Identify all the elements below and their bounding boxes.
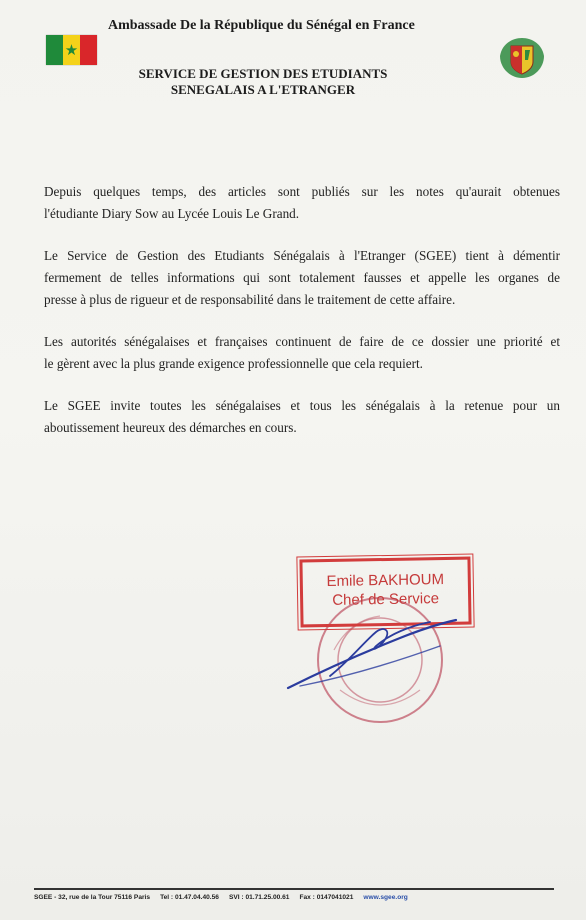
paragraph-2 — [44, 245, 560, 311]
text-line: fermement de telles informations qui sont totalement fausses et appelle les organes de — [44, 270, 560, 285]
text-line: Les autorités sénégalaises et françaises continuent de faire de ce dossier une priorité et — [44, 334, 560, 349]
paragraph-3 — [44, 331, 560, 375]
text-line: Le SGEE invite toutes les sénégalaises et tous les sénégalais à la retenue pour un — [44, 398, 560, 413]
signatory-title: Chef de Service — [332, 590, 440, 609]
senegal-flag-icon — [46, 35, 97, 65]
service-heading-line-1: SERVICE DE GESTION DES ETUDIANTS — [138, 66, 388, 81]
flag-star-icon: ★ — [64, 41, 79, 59]
footer-fax: Fax : 0147041021 — [299, 894, 354, 901]
paragraph-4 — [44, 395, 560, 439]
flag-band-yellow — [63, 35, 80, 65]
text-line: Depuis quelques temps, des articles sont publiés sur les notes qu'aurait obtenues — [44, 184, 560, 199]
service-heading — [110, 66, 416, 98]
text-line: Le Service de Gestion des Etudiants Sénégalais à l'Etranger (SGEE) tient à démentir — [44, 248, 560, 263]
signatory-name: Emile BAKHOUM — [326, 570, 445, 591]
handwritten-signature-icon — [280, 580, 480, 700]
text-line: l'étudiante Diary Sow au Lycée Louis Le Grand. — [44, 206, 300, 221]
footer-divider — [34, 888, 554, 890]
footer-website-link[interactable]: www.sgee.org — [363, 894, 408, 901]
footer-address: SGEE - 32, rue de la Tour 75116 Paris — [34, 894, 151, 901]
text-line: presse à plus de rigueur et de responsabilité dans le traitement de cette affaire. — [44, 292, 456, 307]
footer-tel: Tel : 01.47.04.40.56 — [160, 894, 219, 901]
footer-svi: SVI : 01.71.25.00.61 — [228, 894, 290, 901]
letter-body — [44, 181, 560, 459]
text-line: le gèrent avec la plus grande exigence professionnelle que cela requiert. — [44, 356, 423, 371]
paragraph-1 — [44, 181, 560, 225]
service-heading-line-2: SENEGALAIS A L'ETRANGER — [170, 82, 356, 97]
flag-band-green — [46, 35, 63, 65]
embassy-title: Ambassade De la République du Sénégal en France — [108, 18, 415, 33]
flag-band-red — [80, 35, 97, 65]
coat-of-arms-icon — [494, 36, 550, 80]
footer-contact — [34, 894, 564, 901]
text-line: aboutissement heureux des démarches en cours. — [44, 420, 297, 435]
